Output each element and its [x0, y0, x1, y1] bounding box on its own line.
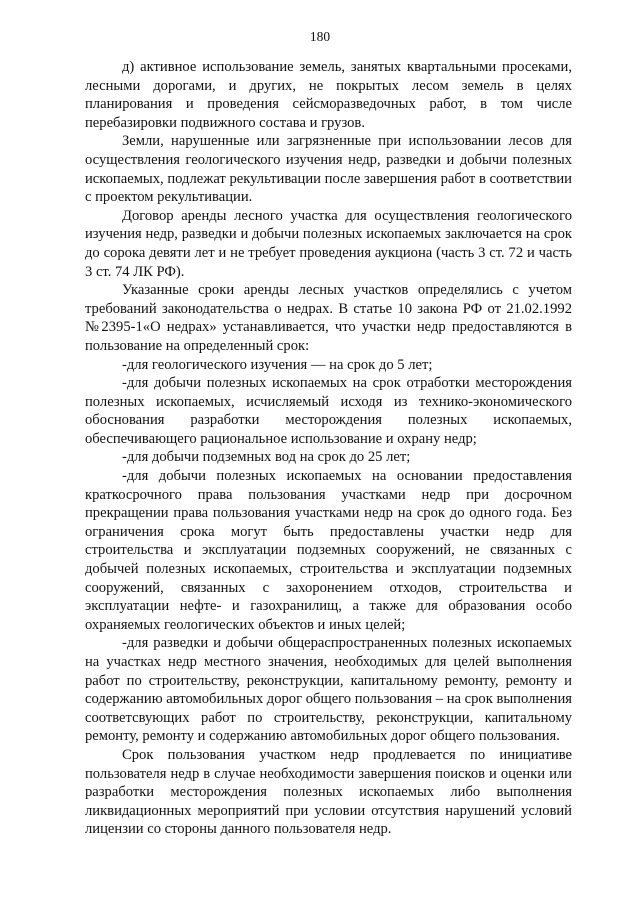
paragraph-recultivation: Земли, нарушенные или загрязненные при использовании лесов для осуществления геологического изучения недр, разведки и добычи полезных ископаемых, подлежат рекультивации после завершения работ в соответствии с проектом рекультивации. — [85, 133, 572, 206]
list-item-groundwater: -для добычи подземных вод на срок до 25 лет; — [122, 449, 411, 466]
paragraph-term-extension: Срок пользования участком недр продлевается по инициативе пользователя недр в случае необходимости завершения поисков и оценки или разработки месторождения полезных ископаемых либо выполнения ликвидационных мероприятий при условии отсутствия нарушений условий лицензии со стороны данного пользователя недр. — [85, 746, 572, 838]
page-number: 180 — [309, 29, 331, 44]
list-item-common-minerals: -для разведки и добычи общераспространенных полезных ископаемых на участках недр местного значения, необходимых для целей выполнения работ по строительству, реконструкции, капитальному ремонту, ремонту и содержанию автомобильных дорог общего пользования – на срок выполнения соответсвующих работ по строительству, реконструкции, капитальному ремонту, ремонту и содержанию автомобильных дорог общего пользования. — [85, 635, 572, 745]
list-item-geological-study: -для геологического изучения — на срок до 5 лет; — [122, 356, 433, 373]
paragraph-land-use: д) активное использование земель, занятых квартальными просеками, лесными дорогами, и других, не покрытых лесом земель в целях планирования и проведения сейсморазведочных работ, в том числе перебазировки подвижного состава и грузов. — [85, 59, 572, 131]
list-item-mineral-extraction: -для добычи полезных ископаемых на срок отработки месторождения полезных ископаемых, исчисляемый исходя из технико-экономического обоснования разработки месторождения полезных ископаемых, обеспечивающего рациональное использование и охрану недр; — [85, 375, 572, 447]
list-item-short-term-right: -для добычи полезных ископаемых на основании предоставления краткосрочного права пользования участками недр при досрочном прекращении права пользования участками недр на срок до одного года. Без ограничения срока могут быть предоставлены участки недр для строительства и эксплуатации подземных сооружений, не связанных с добычей полезных ископаемых, строительства и эксплуатации подземных сооружений, связанных с захоронением отходов, строительства и эксплуатации нефте- и газохранилищ, а также для образования особо охраняемых геологических объектов и иных целей; — [85, 468, 572, 633]
body-text — [85, 58, 572, 839]
paragraph-lease-agreement: Договор аренды лесного участка для осуществления геологического изучения недр, разведки и добычи полезных ископаемых заключается на срок до сорока девяти лет и не требует проведения аукциона (часть 3 ст. 72 и часть 3 ст. 74 ЛК РФ). — [85, 207, 572, 280]
paragraph-lease-terms: Указанные сроки аренды лесных участков определялись с учетом требований законодательства о недрах. В статье 10 закона РФ от 21.02.1992 №2395-1«О недрах» устанавливается, что участки недр предоставляются в пользование на определенный срок: — [85, 282, 572, 354]
